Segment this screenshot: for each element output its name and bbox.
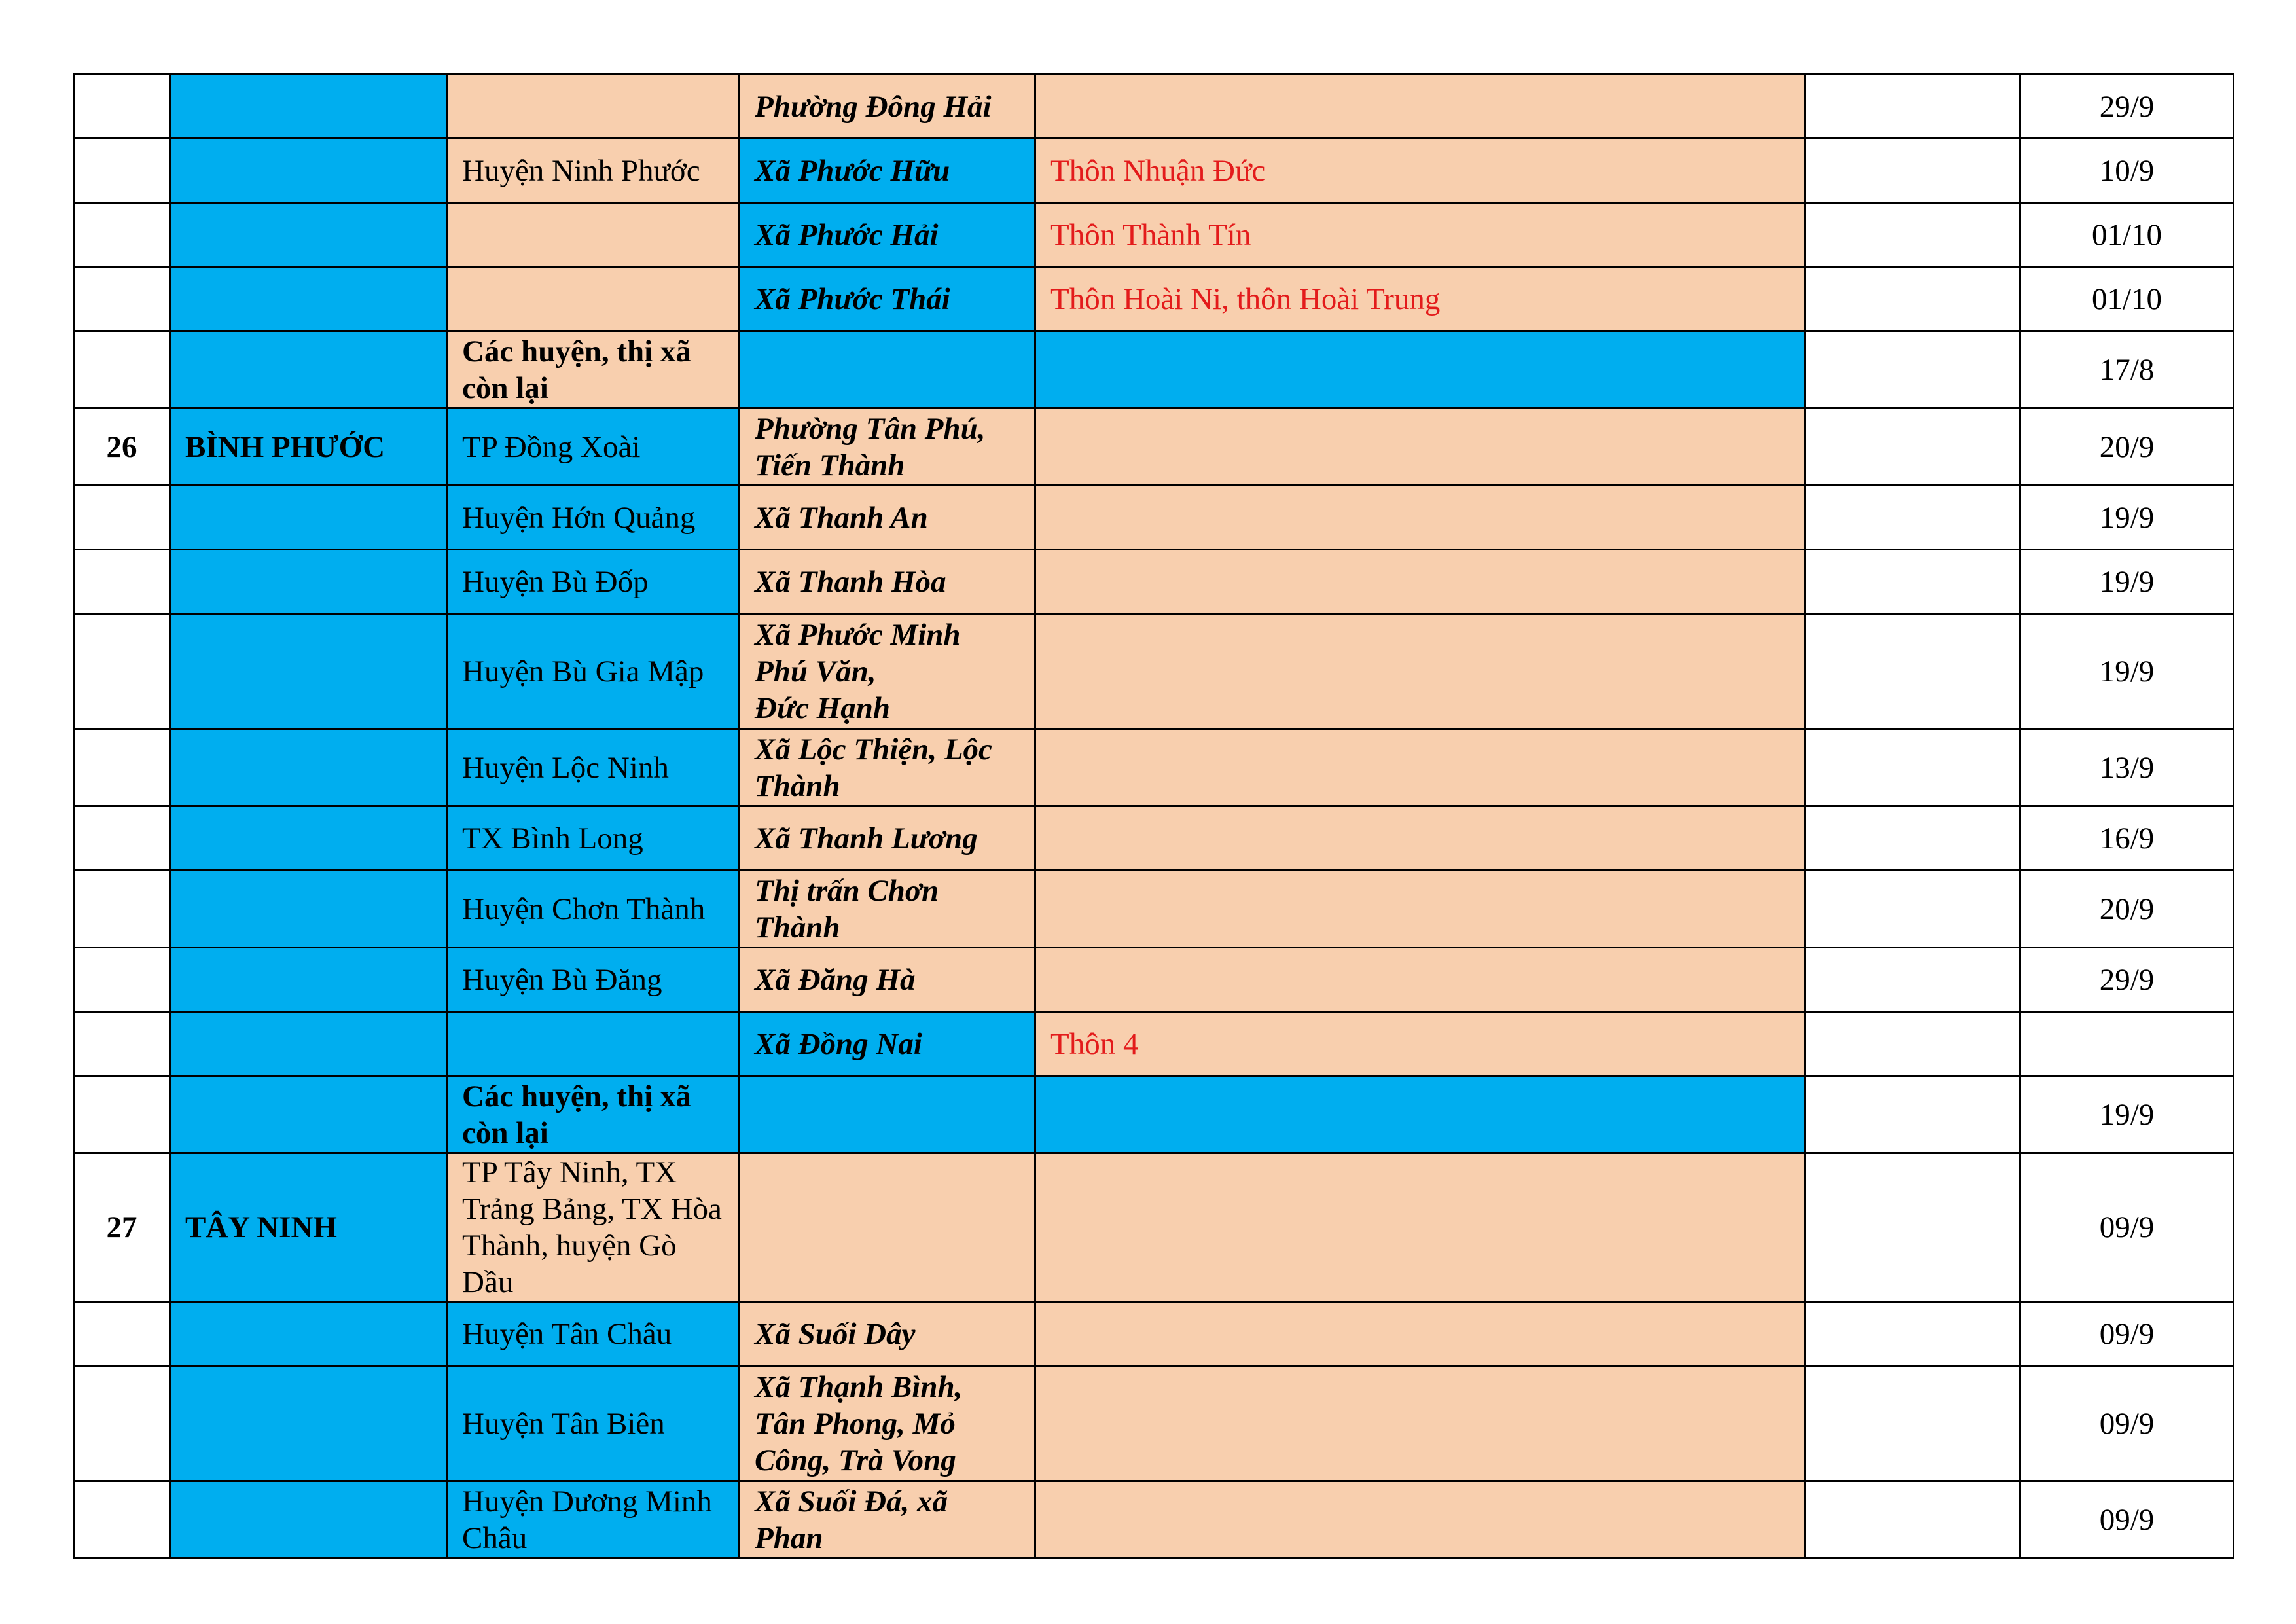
commune-cell: Xã Thanh Lương [740, 806, 1035, 871]
commune-cell: Xã Phước Minh Phú Văn, Đức Hạnh [740, 614, 1035, 729]
village-cell [1035, 486, 1806, 550]
blank-cell [1806, 1366, 2020, 1481]
province-cell [170, 1302, 447, 1366]
table-row [74, 1153, 2234, 1302]
table-row [74, 486, 2234, 550]
commune-cell: Xã Suối Đá, xã Phan [740, 1481, 1035, 1559]
row-number-cell: 26 [74, 408, 170, 486]
commune-cell [740, 1076, 1035, 1153]
table-row [74, 203, 2234, 267]
village-cell [1035, 408, 1806, 486]
blank-cell [1806, 550, 2020, 614]
province-cell [170, 948, 447, 1012]
district-cell [447, 75, 740, 139]
table-row [74, 408, 2234, 486]
table-row [74, 267, 2234, 331]
village-cell: Thôn 4 [1035, 1012, 1806, 1076]
commune-cell: Xã Phước Hữu [740, 139, 1035, 203]
province-cell [170, 1366, 447, 1481]
district-cell: Huyện Chơn Thành [447, 871, 740, 948]
commune-cell: Xã Lộc Thiện, Lộc Thành [740, 729, 1035, 806]
row-number-cell [74, 331, 170, 408]
village-cell [1035, 1302, 1806, 1366]
blank-cell [1806, 729, 2020, 806]
commune-cell: Xã Đăng Hà [740, 948, 1035, 1012]
village-cell [1035, 1481, 1806, 1559]
row-number-cell [74, 203, 170, 267]
village-cell [1035, 550, 1806, 614]
table-row [74, 550, 2234, 614]
table-body [74, 75, 2234, 1559]
table-row [74, 871, 2234, 948]
district-cell [447, 1012, 740, 1076]
row-number-cell [74, 1012, 170, 1076]
date-cell: 16/9 [2020, 806, 2234, 871]
village-cell: Thôn Hoài Ni, thôn Hoài Trung [1035, 267, 1806, 331]
table-row [74, 1012, 2234, 1076]
date-cell: 20/9 [2020, 871, 2234, 948]
table-row [74, 806, 2234, 871]
district-cell: Huyện Ninh Phước [447, 139, 740, 203]
district-cell: TP Đồng Xoài [447, 408, 740, 486]
commune-cell: Phường Tân Phú, Tiến Thành [740, 408, 1035, 486]
village-cell [1035, 871, 1806, 948]
date-cell: 19/9 [2020, 486, 2234, 550]
date-cell: 19/9 [2020, 614, 2234, 729]
table-row [74, 1366, 2234, 1481]
blank-cell [1806, 1481, 2020, 1559]
district-cell: Huyện Dương Minh Châu [447, 1481, 740, 1559]
row-number-cell [74, 614, 170, 729]
province-cell: BÌNH PHƯỚC [170, 408, 447, 486]
village-cell: Thôn Thành Tín [1035, 203, 1806, 267]
row-number-cell [74, 267, 170, 331]
row-number-cell [74, 75, 170, 139]
row-number-cell: 27 [74, 1153, 170, 1302]
commune-cell: Phường Đông Hải [740, 75, 1035, 139]
district-cell: Huyện Bù Gia Mập [447, 614, 740, 729]
province-cell [170, 1012, 447, 1076]
district-cell: Các huyện, thị xã còn lại [447, 1076, 740, 1153]
date-cell: 09/9 [2020, 1302, 2234, 1366]
blank-cell [1806, 486, 2020, 550]
province-cell [170, 871, 447, 948]
blank-cell [1806, 1153, 2020, 1302]
village-cell [1035, 1366, 1806, 1481]
village-cell [1035, 806, 1806, 871]
date-cell: 10/9 [2020, 139, 2234, 203]
blank-cell [1806, 408, 2020, 486]
row-number-cell [74, 729, 170, 806]
date-cell: 01/10 [2020, 267, 2234, 331]
village-cell [1035, 1153, 1806, 1302]
blank-cell [1806, 139, 2020, 203]
province-cell [170, 1481, 447, 1559]
row-number-cell [74, 1481, 170, 1559]
village-cell [1035, 1076, 1806, 1153]
province-cell [170, 486, 447, 550]
blank-cell [1806, 614, 2020, 729]
date-cell: 09/9 [2020, 1153, 2234, 1302]
blank-cell [1806, 806, 2020, 871]
district-cell: Huyện Hớn Quảng [447, 486, 740, 550]
date-cell: 19/9 [2020, 550, 2234, 614]
date-cell: 29/9 [2020, 948, 2234, 1012]
commune-cell [740, 331, 1035, 408]
district-cell [447, 203, 740, 267]
blank-cell [1806, 1012, 2020, 1076]
village-cell [1035, 614, 1806, 729]
blank-cell [1806, 1302, 2020, 1366]
date-cell: 20/9 [2020, 408, 2234, 486]
row-number-cell [74, 871, 170, 948]
district-cell: Huyện Lộc Ninh [447, 729, 740, 806]
date-cell: 09/9 [2020, 1366, 2234, 1481]
table-row [74, 1076, 2234, 1153]
province-cell [170, 139, 447, 203]
commune-cell: Xã Đồng Nai [740, 1012, 1035, 1076]
province-status-table [73, 73, 2234, 1559]
row-number-cell [74, 486, 170, 550]
province-cell [170, 267, 447, 331]
village-cell [1035, 331, 1806, 408]
blank-cell [1806, 871, 2020, 948]
table-row [74, 948, 2234, 1012]
province-cell [170, 1076, 447, 1153]
date-cell: 01/10 [2020, 203, 2234, 267]
date-cell: 19/9 [2020, 1076, 2234, 1153]
table-row [74, 139, 2234, 203]
row-number-cell [74, 1366, 170, 1481]
blank-cell [1806, 75, 2020, 139]
blank-cell [1806, 331, 2020, 408]
province-cell: TÂY NINH [170, 1153, 447, 1302]
district-cell: Các huyện, thị xã còn lại [447, 331, 740, 408]
table-row [74, 1481, 2234, 1559]
table-row [74, 75, 2234, 139]
table-row [74, 729, 2234, 806]
blank-cell [1806, 203, 2020, 267]
district-cell: TP Tây Ninh, TX Trảng Bảng, TX Hòa Thành, huyện Gò Dầu [447, 1153, 740, 1302]
date-cell: 17/8 [2020, 331, 2234, 408]
commune-cell: Xã Thanh Hòa [740, 550, 1035, 614]
commune-cell [740, 1153, 1035, 1302]
date-cell: 09/9 [2020, 1481, 2234, 1559]
district-cell: Huyện Bù Đăng [447, 948, 740, 1012]
province-cell [170, 331, 447, 408]
province-cell [170, 729, 447, 806]
table-row [74, 331, 2234, 408]
village-cell [1035, 948, 1806, 1012]
village-cell [1035, 729, 1806, 806]
table-row [74, 614, 2234, 729]
blank-cell [1806, 948, 2020, 1012]
table-row [74, 1302, 2234, 1366]
province-cell [170, 203, 447, 267]
commune-cell: Xã Suối Dây [740, 1302, 1035, 1366]
province-cell [170, 550, 447, 614]
date-cell [2020, 1012, 2234, 1076]
commune-cell: Xã Thạnh Bình, Tân Phong, Mỏ Công, Trà Vong [740, 1366, 1035, 1481]
commune-cell: Thị trấn Chơn Thành [740, 871, 1035, 948]
row-number-cell [74, 1302, 170, 1366]
village-cell [1035, 75, 1806, 139]
row-number-cell [74, 806, 170, 871]
date-cell: 29/9 [2020, 75, 2234, 139]
commune-cell: Xã Phước Thái [740, 267, 1035, 331]
district-cell [447, 267, 740, 331]
row-number-cell [74, 139, 170, 203]
row-number-cell [74, 948, 170, 1012]
commune-cell: Xã Thanh An [740, 486, 1035, 550]
row-number-cell [74, 550, 170, 614]
province-cell [170, 75, 447, 139]
district-cell: Huyện Bù Đốp [447, 550, 740, 614]
blank-cell [1806, 267, 2020, 331]
district-cell: Huyện Tân Biên [447, 1366, 740, 1481]
province-cell [170, 614, 447, 729]
district-cell: TX Bình Long [447, 806, 740, 871]
village-cell: Thôn Nhuận Đức [1035, 139, 1806, 203]
row-number-cell [74, 1076, 170, 1153]
commune-cell: Xã Phước Hải [740, 203, 1035, 267]
date-cell: 13/9 [2020, 729, 2234, 806]
district-cell: Huyện Tân Châu [447, 1302, 740, 1366]
blank-cell [1806, 1076, 2020, 1153]
province-cell [170, 806, 447, 871]
